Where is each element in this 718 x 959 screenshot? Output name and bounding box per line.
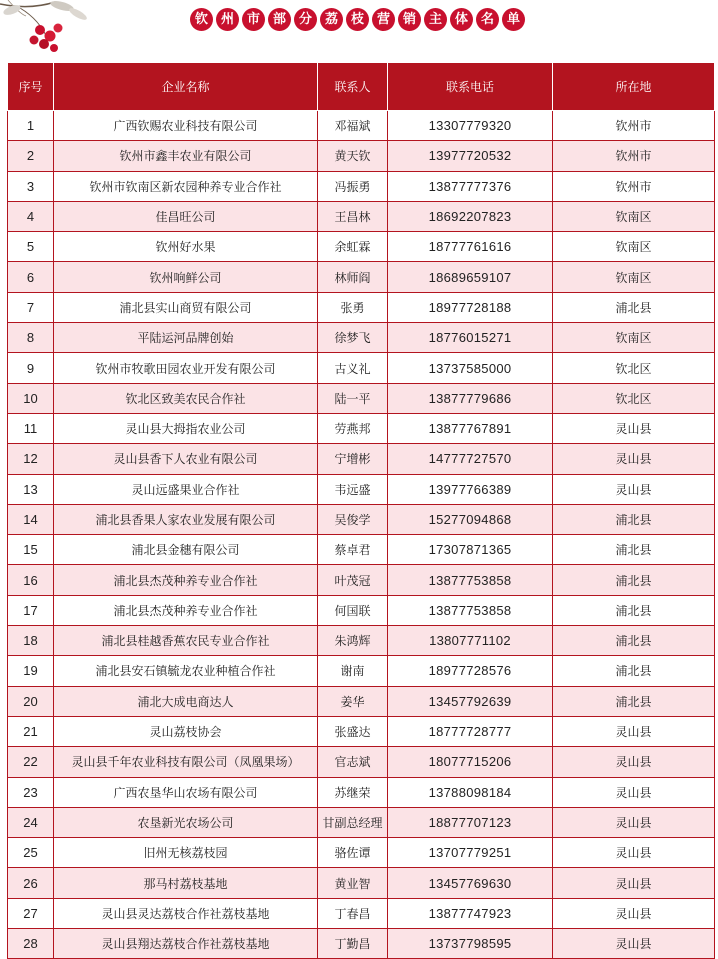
table-row bbox=[8, 626, 715, 656]
company-name: 浦北县桂越香蕉农民专业合作社 bbox=[54, 626, 318, 656]
phone-number: 13877753858 bbox=[388, 595, 553, 625]
title-char: 荔 bbox=[320, 8, 343, 31]
contact-person: 冯振勇 bbox=[318, 171, 388, 201]
table-row bbox=[8, 747, 715, 777]
row-number: 9 bbox=[8, 353, 54, 383]
row-number: 19 bbox=[8, 656, 54, 686]
table-row bbox=[8, 171, 715, 201]
company-name: 钦州好水果 bbox=[54, 232, 318, 262]
phone-number: 13877767891 bbox=[388, 413, 553, 443]
table-row bbox=[8, 838, 715, 868]
row-number: 4 bbox=[8, 201, 54, 231]
title-char: 分 bbox=[294, 8, 317, 31]
contact-person: 黄业智 bbox=[318, 868, 388, 898]
title-char: 单 bbox=[502, 8, 525, 31]
location: 灵山县 bbox=[553, 747, 715, 777]
location: 浦北县 bbox=[553, 565, 715, 595]
company-name: 灵山县大拇指农业公司 bbox=[54, 413, 318, 443]
location: 浦北县 bbox=[553, 535, 715, 565]
title-char: 钦 bbox=[190, 8, 213, 31]
table-row bbox=[8, 868, 715, 898]
phone-number: 13877777376 bbox=[388, 171, 553, 201]
title-char: 主 bbox=[424, 8, 447, 31]
table-row bbox=[8, 898, 715, 928]
location: 灵山县 bbox=[553, 444, 715, 474]
phone-number: 13977766389 bbox=[388, 474, 553, 504]
phone-number: 15277094868 bbox=[388, 504, 553, 534]
table-row bbox=[8, 292, 715, 322]
company-name: 灵山县灵达荔枝合作社荔枝基地 bbox=[54, 898, 318, 928]
contact-person: 骆佐谭 bbox=[318, 838, 388, 868]
company-name: 钦州市鑫丰农业有限公司 bbox=[54, 141, 318, 171]
table-row bbox=[8, 565, 715, 595]
location: 灵山县 bbox=[553, 777, 715, 807]
phone-number: 18776015271 bbox=[388, 323, 553, 353]
company-name: 平陆运河品牌创始 bbox=[54, 323, 318, 353]
contact-person: 张盛达 bbox=[318, 716, 388, 746]
row-number: 6 bbox=[8, 262, 54, 292]
table-row bbox=[8, 323, 715, 353]
phone-number: 17307871365 bbox=[388, 535, 553, 565]
table-row bbox=[8, 413, 715, 443]
company-name: 浦北县安石镇毓龙农业种植合作社 bbox=[54, 656, 318, 686]
company-name: 浦北大成电商达人 bbox=[54, 686, 318, 716]
title-char: 销 bbox=[398, 8, 421, 31]
phone-number: 13707779251 bbox=[388, 838, 553, 868]
location: 钦南区 bbox=[553, 232, 715, 262]
location: 浦北县 bbox=[553, 504, 715, 534]
location: 钦北区 bbox=[553, 353, 715, 383]
location: 钦州市 bbox=[553, 111, 715, 141]
table-row bbox=[8, 383, 715, 413]
location: 钦州市 bbox=[553, 171, 715, 201]
row-number: 25 bbox=[8, 838, 54, 868]
table-row bbox=[8, 716, 715, 746]
phone-number: 13307779320 bbox=[388, 111, 553, 141]
location: 钦北区 bbox=[553, 383, 715, 413]
location: 钦州市 bbox=[553, 141, 715, 171]
row-number: 14 bbox=[8, 504, 54, 534]
company-name: 那马村荔枝基地 bbox=[54, 868, 318, 898]
phone-number: 13737798595 bbox=[388, 929, 553, 959]
company-name: 灵山县翔达荔枝合作社荔枝基地 bbox=[54, 929, 318, 959]
phone-number: 13977720532 bbox=[388, 141, 553, 171]
row-number: 15 bbox=[8, 535, 54, 565]
row-number: 7 bbox=[8, 292, 54, 322]
contact-person: 古义礼 bbox=[318, 353, 388, 383]
title-char: 部 bbox=[268, 8, 291, 31]
phone-number: 18777728777 bbox=[388, 716, 553, 746]
contact-person: 官志斌 bbox=[318, 747, 388, 777]
contact-person: 黄天钦 bbox=[318, 141, 388, 171]
contact-person: 叶茂冠 bbox=[318, 565, 388, 595]
table-row bbox=[8, 444, 715, 474]
company-name: 钦州市牧歌田园农业开发有限公司 bbox=[54, 353, 318, 383]
table-row bbox=[8, 686, 715, 716]
row-number: 11 bbox=[8, 413, 54, 443]
contact-person: 朱鸿辉 bbox=[318, 626, 388, 656]
phone-number: 14777727570 bbox=[388, 444, 553, 474]
table-row bbox=[8, 504, 715, 534]
location: 灵山县 bbox=[553, 838, 715, 868]
location: 浦北县 bbox=[553, 626, 715, 656]
company-name: 广西钦赐农业科技有限公司 bbox=[54, 111, 318, 141]
location: 浦北县 bbox=[553, 656, 715, 686]
table-row bbox=[8, 535, 715, 565]
company-name: 旧州无核荔枝园 bbox=[54, 838, 318, 868]
location: 灵山县 bbox=[553, 929, 715, 959]
contact-person: 丁勤昌 bbox=[318, 929, 388, 959]
title-char: 名 bbox=[476, 8, 499, 31]
phone-number: 18077715206 bbox=[388, 747, 553, 777]
company-name: 灵山荔枝协会 bbox=[54, 716, 318, 746]
contact-person: 谢南 bbox=[318, 656, 388, 686]
row-number: 24 bbox=[8, 807, 54, 837]
location: 灵山县 bbox=[553, 807, 715, 837]
column-header: 所在地 bbox=[553, 63, 715, 111]
contact-person: 徐梦飞 bbox=[318, 323, 388, 353]
title-char: 州 bbox=[216, 8, 239, 31]
company-name: 浦北县杰茂种养专业合作社 bbox=[54, 565, 318, 595]
row-number: 1 bbox=[8, 111, 54, 141]
table-row bbox=[8, 474, 715, 504]
company-name: 钦州市钦南区新农园种养专业合作社 bbox=[54, 171, 318, 201]
column-header: 联系电话 bbox=[388, 63, 553, 111]
phone-number: 13807771102 bbox=[388, 626, 553, 656]
row-number: 23 bbox=[8, 777, 54, 807]
company-name: 钦北区致美农民合作社 bbox=[54, 383, 318, 413]
contact-person: 何国联 bbox=[318, 595, 388, 625]
title-char: 体 bbox=[450, 8, 473, 31]
contact-person: 劳燕邦 bbox=[318, 413, 388, 443]
company-name: 农垦新光农场公司 bbox=[54, 807, 318, 837]
table-row bbox=[8, 232, 715, 262]
table-row bbox=[8, 111, 715, 141]
company-name: 浦北县实山商贸有限公司 bbox=[54, 292, 318, 322]
column-header: 联系人 bbox=[318, 63, 388, 111]
row-number: 3 bbox=[8, 171, 54, 201]
phone-number: 13877753858 bbox=[388, 565, 553, 595]
phone-number: 18977728576 bbox=[388, 656, 553, 686]
row-number: 26 bbox=[8, 868, 54, 898]
row-number: 27 bbox=[8, 898, 54, 928]
location: 浦北县 bbox=[553, 595, 715, 625]
table-row bbox=[8, 656, 715, 686]
location: 浦北县 bbox=[553, 292, 715, 322]
title-char: 市 bbox=[242, 8, 265, 31]
location: 灵山县 bbox=[553, 868, 715, 898]
row-number: 2 bbox=[8, 141, 54, 171]
phone-number: 13788098184 bbox=[388, 777, 553, 807]
location: 钦南区 bbox=[553, 201, 715, 231]
company-name: 浦北县金穗有限公司 bbox=[54, 535, 318, 565]
page-title bbox=[190, 8, 525, 32]
table-row bbox=[8, 262, 715, 292]
contact-person: 蔡卓君 bbox=[318, 535, 388, 565]
row-number: 13 bbox=[8, 474, 54, 504]
table-row bbox=[8, 595, 715, 625]
location: 浦北县 bbox=[553, 686, 715, 716]
company-name: 钦州响鲜公司 bbox=[54, 262, 318, 292]
table-row bbox=[8, 777, 715, 807]
row-number: 28 bbox=[8, 929, 54, 959]
table-row bbox=[8, 807, 715, 837]
location: 钦南区 bbox=[553, 262, 715, 292]
contact-person: 余虹霖 bbox=[318, 232, 388, 262]
phone-number: 18692207823 bbox=[388, 201, 553, 231]
contact-person: 张勇 bbox=[318, 292, 388, 322]
row-number: 17 bbox=[8, 595, 54, 625]
contact-person: 邓福斌 bbox=[318, 111, 388, 141]
column-header: 序号 bbox=[8, 63, 54, 111]
column-header: 企业名称 bbox=[54, 63, 318, 111]
company-name: 灵山县香下人农业有限公司 bbox=[54, 444, 318, 474]
lychee-branch-icon bbox=[0, 0, 110, 62]
title-char: 营 bbox=[372, 8, 395, 31]
table-row bbox=[8, 141, 715, 171]
row-number: 20 bbox=[8, 686, 54, 716]
contact-person: 韦远盛 bbox=[318, 474, 388, 504]
row-number: 12 bbox=[8, 444, 54, 474]
phone-number: 13457769630 bbox=[388, 868, 553, 898]
contact-person: 陆一平 bbox=[318, 383, 388, 413]
contact-person: 甘副总经理 bbox=[318, 807, 388, 837]
phone-number: 18877707123 bbox=[388, 807, 553, 837]
row-number: 10 bbox=[8, 383, 54, 413]
contact-person: 吴俊学 bbox=[318, 504, 388, 534]
contact-person: 姜华 bbox=[318, 686, 388, 716]
table-header-row bbox=[8, 63, 715, 111]
table-row bbox=[8, 353, 715, 383]
row-number: 22 bbox=[8, 747, 54, 777]
phone-number: 13457792639 bbox=[388, 686, 553, 716]
company-name: 灵山县千年农业科技有限公司（凤凰果场） bbox=[54, 747, 318, 777]
company-name: 浦北县杰茂种养专业合作社 bbox=[54, 595, 318, 625]
title-char: 枝 bbox=[346, 8, 369, 31]
phone-number: 18977728188 bbox=[388, 292, 553, 322]
row-number: 8 bbox=[8, 323, 54, 353]
company-name: 佳昌旺公司 bbox=[54, 201, 318, 231]
contact-person: 王昌林 bbox=[318, 201, 388, 231]
phone-number: 18689659107 bbox=[388, 262, 553, 292]
location: 灵山县 bbox=[553, 413, 715, 443]
row-number: 18 bbox=[8, 626, 54, 656]
row-number: 5 bbox=[8, 232, 54, 262]
location: 灵山县 bbox=[553, 898, 715, 928]
phone-number: 18777761616 bbox=[388, 232, 553, 262]
page-header bbox=[0, 0, 718, 62]
contact-person: 丁春昌 bbox=[318, 898, 388, 928]
contact-person: 苏继荣 bbox=[318, 777, 388, 807]
location: 钦南区 bbox=[553, 323, 715, 353]
location: 灵山县 bbox=[553, 474, 715, 504]
phone-number: 13877779686 bbox=[388, 383, 553, 413]
row-number: 16 bbox=[8, 565, 54, 595]
table-row bbox=[8, 929, 715, 959]
table-row bbox=[8, 201, 715, 231]
row-number: 21 bbox=[8, 716, 54, 746]
phone-number: 13737585000 bbox=[388, 353, 553, 383]
company-name: 广西农垦华山农场有限公司 bbox=[54, 777, 318, 807]
company-name: 灵山远盛果业合作社 bbox=[54, 474, 318, 504]
contact-person: 林师阎 bbox=[318, 262, 388, 292]
location: 灵山县 bbox=[553, 716, 715, 746]
contact-person: 宁增彬 bbox=[318, 444, 388, 474]
company-name: 浦北县香果人家农业发展有限公司 bbox=[54, 504, 318, 534]
phone-number: 13877747923 bbox=[388, 898, 553, 928]
lychee-vendor-table bbox=[7, 62, 715, 959]
